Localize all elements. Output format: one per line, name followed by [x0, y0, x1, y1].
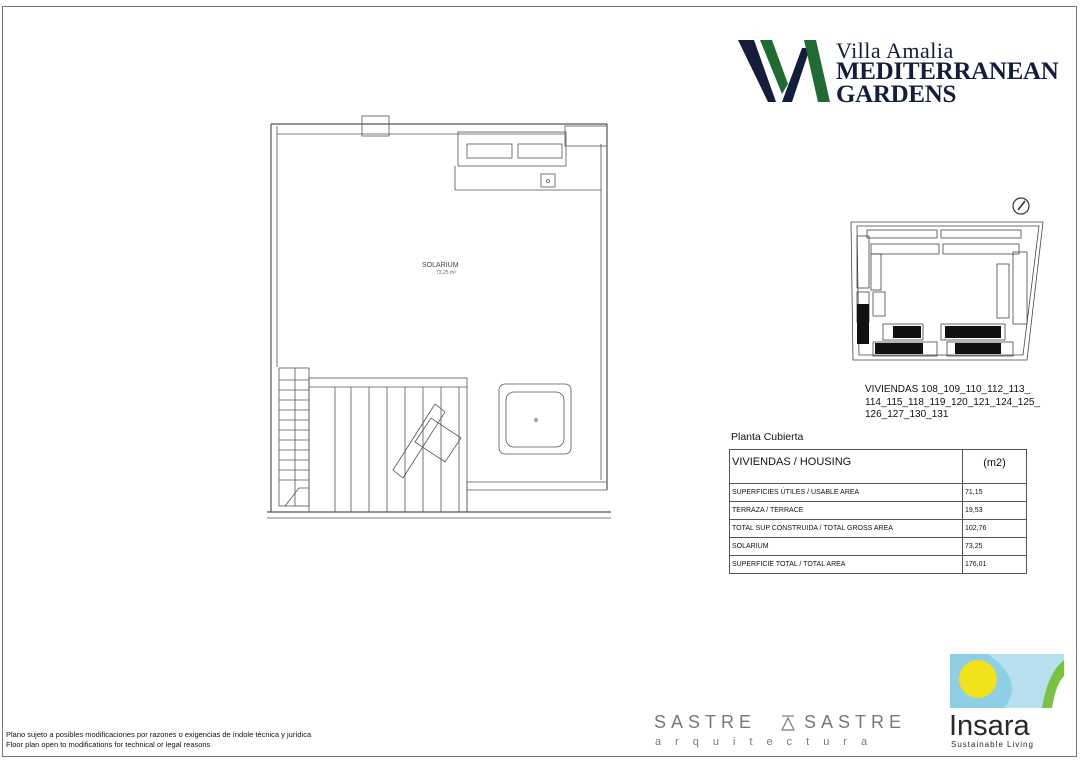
architect-name-left: SASTRE	[654, 712, 757, 732]
area-table	[729, 449, 1027, 574]
disclaimer	[6, 730, 311, 750]
unit-numbers	[865, 384, 1075, 422]
row-label: TERRAZA / TERRACE	[730, 502, 963, 520]
row-label: TOTAL SUP CONSTRUIDA / TOTAL GROSS AREA	[730, 520, 963, 538]
insara-emblem-icon	[948, 652, 1066, 710]
table-row	[730, 538, 1027, 556]
unit-line: VIVIENDAS 108_109_110_112_113_	[865, 384, 1031, 395]
insara-logo	[948, 652, 1066, 752]
row-value: 19,53	[963, 502, 1027, 520]
floor-label: Planta Cubierta	[731, 431, 804, 443]
disclaimer-en: Floor plan open to modifications for technical or legal reasons	[6, 740, 211, 749]
table-header-row	[730, 450, 1027, 484]
brand-line-1: Villa Amalia	[836, 38, 954, 63]
unit-line: 114_115_118_119_120_121_124_125_	[865, 396, 1040, 408]
roof-floor-plan	[265, 112, 615, 524]
table-row	[730, 520, 1027, 538]
site-key-plan	[843, 192, 1053, 367]
room-name-label: SOLARIUM	[422, 262, 459, 269]
row-label: SUPERFICIE TOTAL / TOTAL AREA	[730, 556, 963, 574]
architect-name-right: SASTRE	[804, 712, 907, 732]
va-monogram-icon	[738, 38, 833, 104]
row-value: 176,01	[963, 556, 1027, 574]
compass-icon	[1013, 198, 1029, 214]
row-value: 71,15	[963, 484, 1027, 502]
villa-amalia-logo	[738, 38, 1078, 108]
insara-wordmark: Insara	[949, 710, 1030, 742]
brand-line-2: MEDITERRANEAN	[836, 58, 1059, 85]
insara-tagline: Sustainable Living	[951, 740, 1034, 749]
table-row	[730, 502, 1027, 520]
brand-line-3: GARDENS	[836, 81, 957, 108]
row-value: 73,25	[963, 538, 1027, 556]
row-value: 102,76	[963, 520, 1027, 538]
disclaimer-es: Plano sujeto a posibles modificaciones por razones o exigencias de índole técnica y jurídica	[6, 730, 312, 739]
table-row	[730, 556, 1027, 574]
table-row	[730, 484, 1027, 502]
architect-subtitle: arquitectura	[655, 736, 882, 748]
unit-line: 126_127_130_131	[865, 409, 949, 420]
triangle-icon	[780, 715, 796, 731]
row-label: SUPERFICIES ÚTILES / USABLE AREA	[730, 484, 963, 502]
row-label: SOLARIUM	[730, 538, 963, 556]
room-area-label: 73,25 m²	[436, 270, 456, 276]
architect-logo	[654, 712, 934, 752]
header-label: VIVIENDAS / HOUSING	[730, 450, 963, 484]
header-unit: (m2)	[963, 450, 1027, 484]
